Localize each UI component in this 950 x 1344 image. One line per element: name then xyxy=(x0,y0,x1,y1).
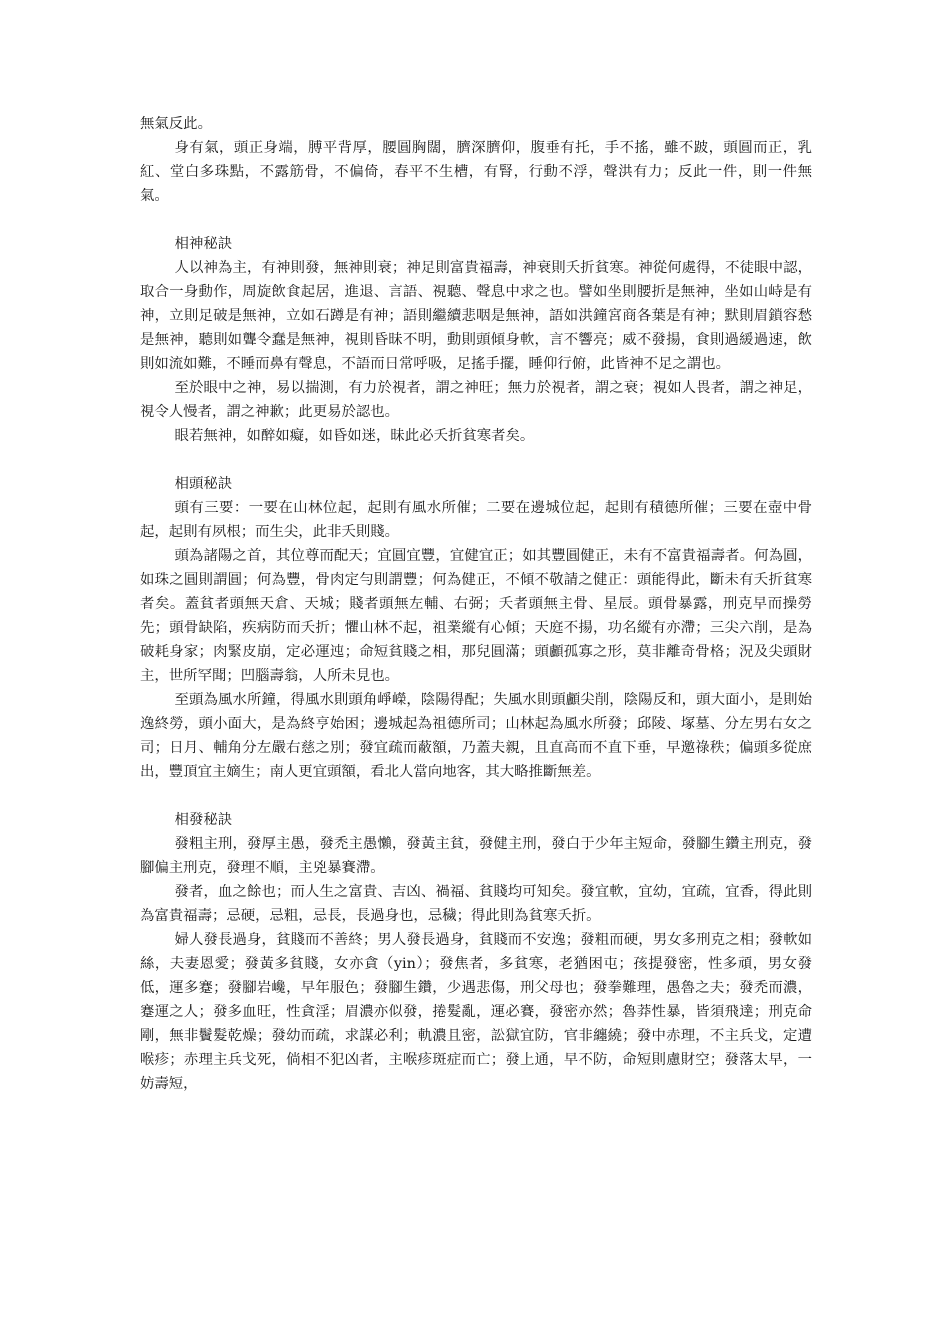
qi-paragraph: 身有氣，頭正身端，膊平背厚，腰圓胸闊，臍深臍仰，腹垂有托，手不搖，雖不跛，頭圓而正，乳紅、堂白多珠點，不露筋骨，不偏倚，春平不生槽，有腎，行動不浮，聲洪有力；反此一件，則一件無氣。 xyxy=(140,140,812,204)
section-heading-shen: 相神秘訣 xyxy=(174,236,233,252)
fa-paragraph-1: 發粗主刑，發厚主愚，發禿主愚懶，發黃主貧，發健主刑，發白于少年主短命，發腳生鑽主刑克，發腳偏主刑克，發理不順，主兇暴賽滯。 xyxy=(140,836,812,876)
shen-paragraph-2: 至於眼中之神，易以揣測，有力於視者，謂之神旺；無力於視者，謂之衰；視如人畏者，謂之神足，視令人慢者，謂之神歉；此更易於認也。 xyxy=(140,380,812,420)
intro-lead: 無氣反此。 xyxy=(140,116,212,132)
fa-paragraph-2: 發者，血之餘也；而人生之富貴、吉凶、禍福、貧賤均可知矣。發宜軟，宜幼，宜疏，宜香，得此則為富貴福壽；忌硬，忌粗，忌長，長過身也，忌穢；得此則為貧寒夭折。 xyxy=(140,884,812,924)
section-heading-fa: 相發秘訣 xyxy=(174,812,233,828)
document-page xyxy=(140,112,812,1096)
tou-paragraph-1: 頭有三要：一要在山林位起，起則有風水所催；二要在邊城位起，起則有積德所催；三要在壺中骨起，起則有夙根；而生尖，此非夭則賤。 xyxy=(140,500,812,540)
section-gap xyxy=(140,208,812,232)
section-gap xyxy=(140,448,812,472)
section-heading-tou: 相頭秘訣 xyxy=(174,476,233,492)
tou-paragraph-3: 至頭為風水所鐘，得風水則頭角崢嶸，陰陽得配；失風水則頭顱尖削，陰陽反和，頭大面小，是則始逸終勞，頭小面大，是為終亨始困；邊城起為祖德所司；山林起為風水所發；邱陵、塚墓、分左男右女之司；日月、輔角分左嚴右慈之別；發宜疏而蔽額，乃蓋夫親，且直高而不直下垂，早邀祿秩；偏頭多從庶出，豐頂宜主嫡生；南人更宜頭額，看北人當向地客，其大略推斷無差。 xyxy=(140,692,812,780)
shen-paragraph-1: 人以神為主，有神則發，無神則衰；神足則富貴福壽，神衰則夭折貧寒。神從何處得，不徒眼中認，取合一身動作，周旋飲食起居，進退、言語、視聽、聲息中求之也。譬如坐則腰折是無神，坐如山峙是有神，立則足破是無神，立如石蹲是有神；語則繼續悲咽是無神，語如洪鐘宮商各葉是有神；默則眉鎖容愁是無神，聽則如聾令蠢是無神，視則昏昧不明，動則頭傾身軟，言不響亮；威不發揚，食則過緩過速，飲則如流如難，不睡而鼻有聲息，不語而日常呼吸，足搖手擺，睡仰行俯，此皆神不足之謂也。 xyxy=(140,260,812,372)
section-gap xyxy=(140,784,812,808)
tou-paragraph-2: 頭為諸陽之首，其位尊而配天；宜圓宜豐，宜健宜正；如其豐圓健正，未有不富貴福壽者。何為圓，如珠之圓則謂圓；何為豐，骨肉定勻則謂豐；何為健正，不傾不敬請之健正：頭能得此，斷未有夭折貧寒者矣。蓋貧者頭無天倉、天城；賤者頭無左輔、右弼；夭者頭無主骨、星辰。頭骨暴露，刑克早而操勞先；頭骨缺陷，疾病防而夭折；懼山林不起，祖業縱有心傾；天庭不揚，功名縱有亦滯；三尖六削，是為破耗身家；肉緊皮崩，定必運迍；命短貧賤之相，那兒圓滿；頭顱孤寡之形，莫非離奇骨格；況及尖頭財主，世所罕聞；凹腦壽翁，人所未見也。 xyxy=(140,548,812,684)
fa-paragraph-3: 婦人發長過身，貧賤而不善終；男人發長過身，貧賤而不安逸；發粗而硬，男女多刑克之相；發軟如絲，夫妻恩愛；發黃多貧賤，女亦貪（yin）；發焦者，多貧寒，老猶困屯；孩提發密，性多頑，男女發低，運多蹇；發腳岩巉，早年服色；發腳生鑽，少遇悲傷，刑父母也；發拳難理，愚魯之夫；發禿而濃，蹇運之人；發多血旺，性貪淫；眉濃亦似發，捲髮亂，運必賽，發密亦然；魯莽性暴，皆須飛達；刑克命剛，無非鬢髮乾燥；發幼而疏，求謀必利；軌濃且密，訟獄宜防，官非纏繞；發中赤理，不主兵戈，定遭喉疹；赤理主兵戈死，倘相不犯凶者，主喉疹斑症而亡；發上通，早不防，命短則慮財空；發落太早，一妨壽短， xyxy=(140,932,812,1092)
shen-paragraph-3: 眼若無神，如醉如癡，如昏如迷，昧此必夭折貧寒者矣。 xyxy=(174,428,535,444)
